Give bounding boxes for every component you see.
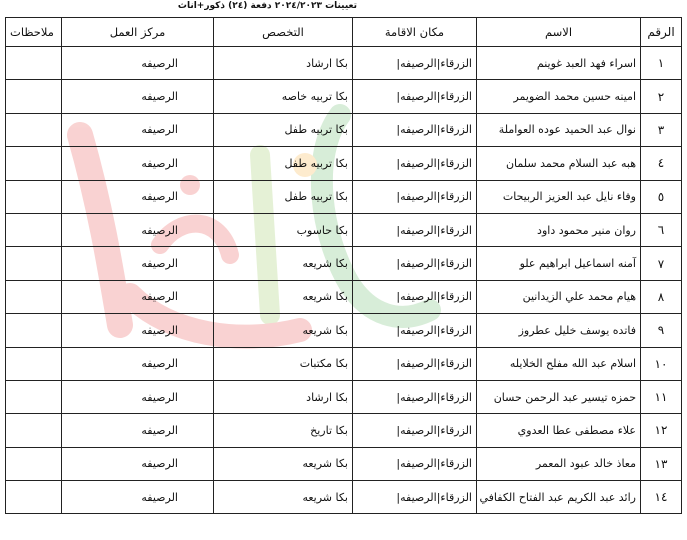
table-row [6, 80, 682, 113]
cell-specialty: بكا تربيه خاصه [214, 80, 353, 113]
cell-specialty: بكا شريعه [214, 481, 353, 514]
table-row [6, 280, 682, 313]
cell-specialty: بكا تربيه طفل [214, 180, 353, 213]
cell-notes [6, 180, 62, 213]
cell-notes [6, 147, 62, 180]
cell-num: ٧ [641, 247, 682, 280]
cell-name: فاتده يوسف خليل عطروز [477, 314, 641, 347]
cell-num: ٩ [641, 314, 682, 347]
cell-num: ١١ [641, 380, 682, 413]
cell-num: ٢ [641, 80, 682, 113]
cell-name: هيام محمد علي الزيدانين [477, 280, 641, 313]
cell-notes [6, 80, 62, 113]
cell-work-center: الرصيفه [62, 247, 214, 280]
cell-work-center: الرصيفه [62, 47, 214, 80]
cell-work-center: الرصيفه [62, 414, 214, 447]
cell-notes [6, 314, 62, 347]
cell-notes [6, 481, 62, 514]
header-work-center: مركز العمل [62, 18, 214, 47]
table-row [6, 247, 682, 280]
table-row [6, 180, 682, 213]
cell-num: ٥ [641, 180, 682, 213]
cell-notes [6, 247, 62, 280]
cell-specialty: بكا تربيه طفل [214, 113, 353, 146]
cell-name: رائد عبد الكريم عبد الفتاح الكفافي [477, 481, 641, 514]
cell-residence: الزرقاء|الرصيفه| [353, 280, 477, 313]
document-caption: تعيينات ٢٠٢٤/٢٠٢٣ دفعة (٢٤) ذكور+اناث [177, 1, 357, 11]
header-specialty: التخصص [214, 18, 353, 47]
cell-num: ١ [641, 47, 682, 80]
cell-specialty: بكا حاسوب [214, 213, 353, 246]
cell-specialty: بكا ارشاد [214, 47, 353, 80]
cell-num: ١٠ [641, 347, 682, 380]
cell-notes [6, 280, 62, 313]
cell-residence: الزرقاء|الرصيفه| [353, 414, 477, 447]
cell-num: ٨ [641, 280, 682, 313]
cell-num: ١٣ [641, 447, 682, 480]
cell-notes [6, 113, 62, 146]
cell-notes [6, 213, 62, 246]
cell-work-center: الرصيفه [62, 314, 214, 347]
cell-work-center: الرصيفه [62, 380, 214, 413]
cell-work-center: الرصيفه [62, 213, 214, 246]
cell-work-center: الرصيفه [62, 481, 214, 514]
table-header-row [6, 18, 682, 47]
cell-residence: الزرقاء|الرصيفه| [353, 47, 477, 80]
cell-name: وفاء نايل عبد العزيز الربيحات [477, 180, 641, 213]
table-row [6, 347, 682, 380]
table-row [6, 447, 682, 480]
header-name: الاسم [477, 18, 641, 47]
cell-residence: الزرقاء|الرصيفه| [353, 481, 477, 514]
cell-work-center: الرصيفه [62, 447, 214, 480]
cell-name: اسلام عبد الله مفلح الخلايله [477, 347, 641, 380]
cell-residence: الزرقاء|الرصيفه| [353, 113, 477, 146]
header-notes: ملاحظات [6, 18, 62, 47]
cell-name: معاذ خالد عبود المعمر [477, 447, 641, 480]
appointments-table [5, 17, 682, 514]
cell-residence: الزرقاء|الرصيفه| [353, 180, 477, 213]
header-num: الرقم [641, 18, 682, 47]
cell-name: حمزه تيسير عبد الرحمن حسان [477, 380, 641, 413]
cell-notes [6, 380, 62, 413]
cell-num: ٣ [641, 113, 682, 146]
cell-residence: الزرقاء|الرصيفه| [353, 247, 477, 280]
cell-work-center: الرصيفه [62, 80, 214, 113]
cell-num: ١٤ [641, 481, 682, 514]
table-row [6, 414, 682, 447]
cell-notes [6, 447, 62, 480]
cell-specialty: بكا شريعه [214, 314, 353, 347]
cell-work-center: الرصيفه [62, 280, 214, 313]
table-row [6, 213, 682, 246]
cell-notes [6, 47, 62, 80]
cell-residence: الزرقاء|الرصيفه| [353, 213, 477, 246]
cell-specialty: بكا شريعه [214, 247, 353, 280]
cell-work-center: الرصيفه [62, 147, 214, 180]
cell-residence: الزرقاء|الرصيفه| [353, 314, 477, 347]
cell-residence: الزرقاء|الرصيفه| [353, 447, 477, 480]
table-row [6, 314, 682, 347]
cell-num: ٤ [641, 147, 682, 180]
cell-specialty: بكا مكتبات [214, 347, 353, 380]
table-row [6, 47, 682, 80]
cell-notes [6, 414, 62, 447]
cell-name: امينه حسين محمد الضويمر [477, 80, 641, 113]
cell-name: روان منير محمود داود [477, 213, 641, 246]
cell-num: ٦ [641, 213, 682, 246]
cell-name: هبه عبد السلام محمد سلمان [477, 147, 641, 180]
cell-residence: الزرقاء|الرصيفه| [353, 347, 477, 380]
cell-specialty: بكا تربيه طفل [214, 147, 353, 180]
cell-num: ١٢ [641, 414, 682, 447]
cell-name: نوال عبد الحميد عوده العواملة [477, 113, 641, 146]
cell-work-center: الرصيفه [62, 347, 214, 380]
cell-work-center: الرصيفه [62, 180, 214, 213]
cell-specialty: بكا شريعه [214, 447, 353, 480]
cell-work-center: الرصيفه [62, 113, 214, 146]
table-row [6, 380, 682, 413]
table-row [6, 481, 682, 514]
cell-name: آمنه اسماعيل ابراهيم علو [477, 247, 641, 280]
table-row [6, 113, 682, 146]
cell-residence: الزرقاء|الرصيفه| [353, 80, 477, 113]
header-residence: مكان الاقامة [353, 18, 477, 47]
cell-notes [6, 347, 62, 380]
cell-residence: الزرقاء|الرصيفه| [353, 147, 477, 180]
cell-name: اسراء فهد العبد غوينم [477, 47, 641, 80]
cell-residence: الزرقاء|الرصيفه| [353, 380, 477, 413]
cell-name: علاء مصطفى عطا العدوي [477, 414, 641, 447]
cell-specialty: بكا تاريخ [214, 414, 353, 447]
cell-specialty: بكا ارشاد [214, 380, 353, 413]
cell-specialty: بكا شريعه [214, 280, 353, 313]
table-row [6, 147, 682, 180]
